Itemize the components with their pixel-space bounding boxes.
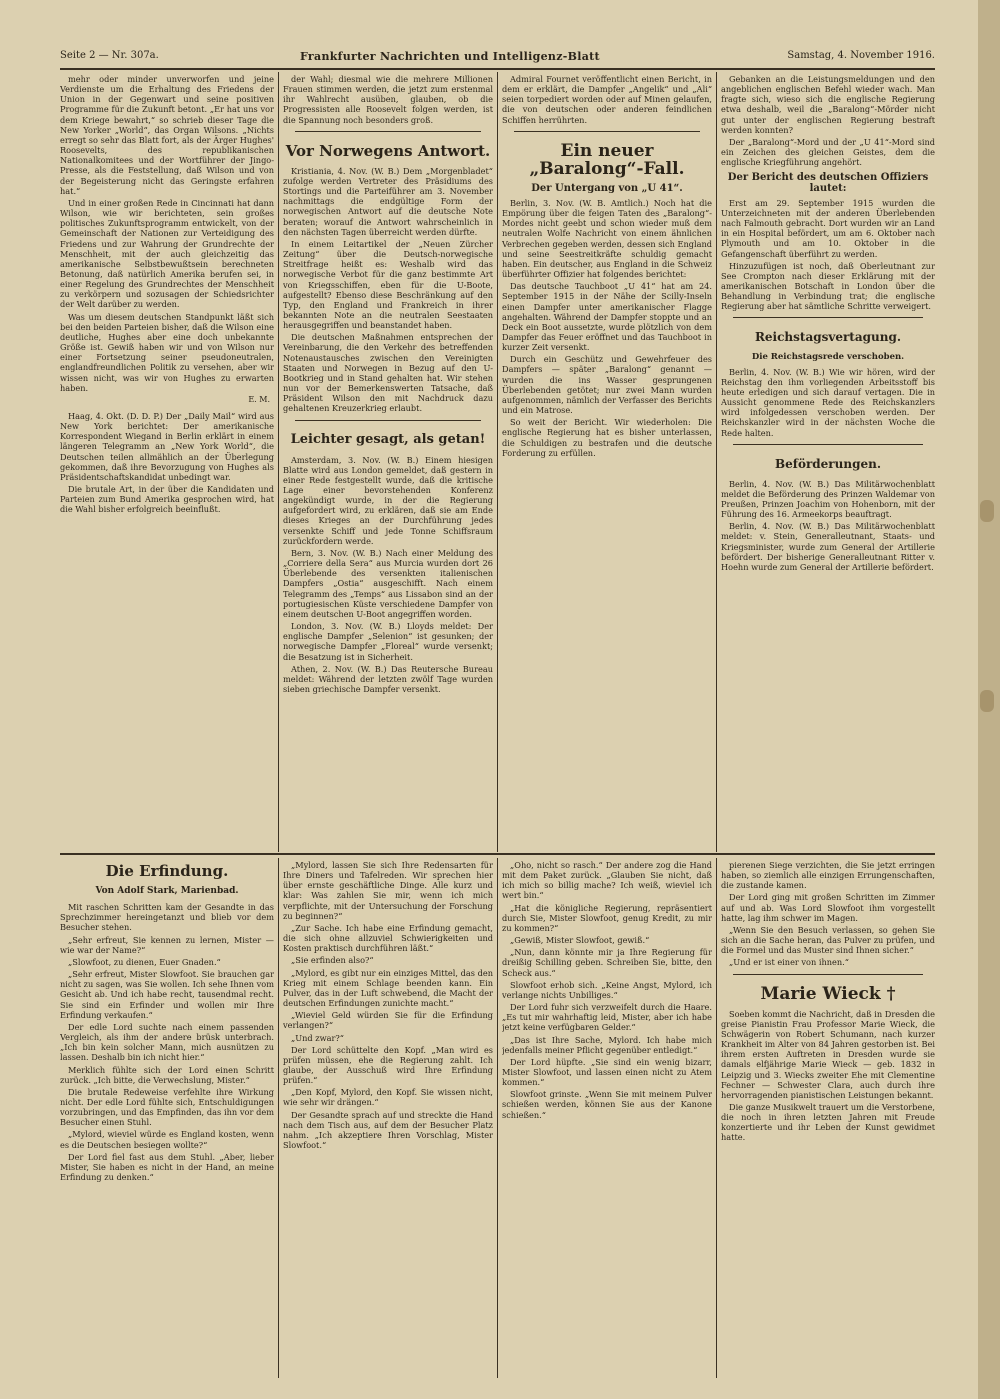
column-rule-5 — [497, 858, 498, 1378]
paragraph: Der Lord ging mit großen Schritten im Zimmer auf und ab. Was Lord Slowfoot ihm vorgestellt hatte, lag ihm schwer im Magen. — [721, 892, 935, 923]
paragraph: Die brutale Art, in der über die Kandidaten und Parteien zum Bund Amerika gesprochen wird, hat die Wahl bisher erfolgreich beeinflußt. — [60, 484, 274, 515]
paragraph: Slowfoot grinste. „Wenn Sie mit meinem Pulver schießen werden, können Sie aus der Kanone schießen.“ — [502, 1089, 712, 1120]
article-separator — [295, 420, 481, 421]
column-rule-1 — [278, 72, 279, 852]
paragraph: Die deutschen Maßnahmen entsprechen der Vereinbarung, die den Verkehr des betreffenden Notenaustausches zwischen den Vereinigten Staaten und Norwegen in Bezug auf den U-Bootkrieg und in Stand gehalten hat. Wir stehen nun vor der Bemerkenswerten Tatsache, daß Präsident Wilson den mit Nachdruck dazu gehaltenen Kreuzerkrieg erlaubt. — [283, 332, 493, 414]
paragraph: Erst am 29. September 1915 wurden die Unterzeichneten mit der anderen Überlebenden nach Falmouth gebracht. Dort wurden wir an Land in ein Hospital befördert, um am 6. Oktober nach Plymouth und am 10. Oktober in die Gefangenschaft überführt zu werden. — [721, 197, 935, 259]
paragraph: „Den Kopf, Mylord, den Kopf. Sie wissen nicht, wie sehr wir drängen.“ — [283, 1087, 493, 1108]
article-title-reichstag: Reichstagsvertagung. — [754, 330, 902, 345]
paragraph: Der Gesandte sprach auf und streckte die Hand nach dem Tisch aus, auf dem der Besucher Platz nahm. „Ich akzeptiere Ihren Vorschlag, Mister Slowfoot.“ — [283, 1109, 493, 1151]
paragraph: Durch ein Geschütz und Gewehrfeuer des Dampfers — später „Baralong“ genannt — wurden die ins Wasser gesprungenen Überlebenden getötet; nur zwei Mann wurden aufgenommen, nämlich der Verfasser des Berichts und ein Matrose. — [502, 354, 712, 416]
paragraph: mehr oder minder unverworfen und jeine Verdienste um die Erhaltung des Friedens der Union in der Gegenwart und seine positiven Programme für die Zukunft betont. „Er hat uns vor dem Kriege bewahrt,“ so schrieb dieser Tage die New Yorker „World“, das Organ Wilsons. „Nichts erregt so sehr das Blatt fort, als der Ärger Hughes' Roosevelts, des republikanischen Nationalkomitees und der Wortführer der Jingo-Presse, als die Feststellung, daß Wilson und von der Begeisterung nicht das Geringste erfahren hat.“ — [60, 74, 274, 196]
article-separator — [514, 131, 700, 132]
paragraph: Berlin, 4. Nov. (W. B.) Das Militärwochenblatt meldet die Beförderung des Prinzen Waldemar von Preußen, Prinzen Joachim von Hohenborn, mit der Führung des 16. Armeekorps beauftragt. — [721, 478, 935, 520]
paragraph: Haag, 4. Okt. (D. D. P.) Der „Daily Mail“ wird aus New York berichtet: Der amerikanische Korrespondent Wiegand in Berlin erklärt in einem längeren Telegramm an „New York World“, die Deutschen teilen allmählich an der Überlegung gekommen, daß ihre Bevorzugung von Hughes als Präsidentschaftskandidat unbedingt war. — [60, 411, 274, 482]
feuilleton-column-2 — [283, 860, 493, 1376]
paragraph: Die brutale Redeweise verfehlte ihre Wirkung nicht. Der edle Lord fühlte sich, Entschuldigungen vorzubringen, und das Empfinden, das ihn vor dem Besucher einen Stuhl. — [60, 1086, 274, 1128]
paragraph: Soeben kommt die Nachricht, daß in Dresden die greise Pianistin Frau Professor Marie Wieck, die Schwägerin von Robert Schumann, nach kurzer Krankheit im Alter von 84 Jahren gestorben ist. Bei ihrem ersten Auftreten in Dresden wurde sie damals elfjährige Marie Wieck — geb. 1832 in Leipzig und 3. Wiecks zweiter Ehe mit Clementine Fechner — Schwester Clara, auch durch ihre hervorragenden pianistischen Leistungen bekannt. — [721, 1008, 935, 1100]
paragraph: Der Lord fuhr sich verzweifelt durch die Haare. „Es tut mir wahrhaftig leid, Mister, aber ich habe jetzt keine verfügbaren Gelder.“ — [502, 1002, 712, 1033]
paragraph: Gebanken an die Leistungsmeldungen und den angeblichen englischen Befehl wieder wach. Man fragte sich, wieso sich die englische Regierung etwa deshalb, weil die „Baralong“-Mörder nicht gut unter der englischen Regierung bestraft werden konnten? — [721, 74, 935, 135]
paragraph: der Wahl; diesmal wie die mehrere Millionen Frauen stimmen werden, die jetzt zum erstenmal ihr Wahlrecht ausüben, glauben, ob die Progressisten alle Roosevelt folgen werden, ist die Spannung noch besonders groß. — [283, 74, 493, 125]
article-separator — [733, 974, 923, 975]
column-rule-4 — [278, 858, 279, 1378]
paragraph: „Und zwar?“ — [291, 1032, 344, 1043]
paragraph: Kristiania, 4. Nov. (W. B.) Dem „Morgenbladet“ zufolge werden Vertreter des Präsidiums des Stortings und die Parteiführer am 3. November nachmittags die endgültige Form der norwegischen Antwort auf die deutsche Note beraten; worauf die Antwort wahrscheinlich in den nächsten Tagen überreicht werden dürfte. — [283, 165, 493, 237]
column-3 — [502, 74, 712, 850]
paragraph: „Hat die königliche Regierung, repräsentiert durch Sie, Mister Slowfoot, genug Kredit, zu mir zu kommen?“ — [502, 902, 712, 933]
feuilleton-column-1 — [60, 860, 274, 1376]
obituary-title: Marie Wieck † — [760, 983, 896, 1004]
column-rule-3 — [716, 72, 717, 852]
page-header — [60, 48, 935, 68]
paragraph: „Das ist Ihre Sache, Mylord. Ich habe mich jedenfalls meiner Pflicht gegenüber entledigt.“ — [502, 1034, 712, 1055]
column-1 — [60, 74, 274, 850]
issue-date: Samstag, 4. November 1916. — [787, 50, 935, 61]
feuilleton-column-4 — [721, 860, 935, 1376]
column-rule-2 — [497, 72, 498, 852]
paragraph: „Nun, dann könnte mir ja Ihre Regierung für dreißig Schilling geben. Schreiben Sie, bitte, den Scheck aus.“ — [502, 947, 712, 978]
paragraph: Mit raschen Schritten kam der Gesandte in das Sprechzimmer hereingetanzt und blieb vor dem Besucher stehen. — [60, 902, 274, 933]
story-byline: Von Adolf Stark, Marienbad. — [95, 886, 239, 896]
paragraph: In einem Leitartikel der „Neuen Zürcher Zeitung“ über die Deutsch-norwegische Streitfrage heißt es: Weshalb wird das norwegische Verbot für die ganz bestimmte Art von Kriegsschiffen, eben für die U-Boote, aufgestellt? Ebenso diese Beschränkung auf den Typ, den England und Frankreich in ihrer bekannten Note an die neutralen Seestaaten herausgegriffen und beanstandet haben. — [283, 238, 493, 331]
story-title: Die Erfindung. — [105, 862, 229, 880]
paragraph: „Sehr erfreut, Sie kennen zu lernen, Mister — wie war der Name?“ — [60, 934, 274, 955]
paragraph: Amsterdam, 3. Nov. (W. B.) Einem hiesigen Blatte wird aus London gemeldet, daß gestern in einer Rede festgestellt wurde, daß die kritische Lage einer bevorstehenden Konferenz angekündigt wurde, in der die Regierung aufgefordert wird, zu erklären, daß sie am Ende dieses Krieges an der Durchführung jedes versenkte Schiff und jede Tonne Schiffsraum zurückfordern werde. — [283, 454, 493, 546]
paragraph: Was um diesem deutschen Standpunkt läßt sich bei den beiden Parteien bisher, daß die Wilson eine deutliche, Hughes aber eine doch unbekannte Größe ist. Gewiß haben wir und von Wilson nur einer Fortsetzung seiner pseudoneutralen, englandfreundlichen Politik zu versehen, aber wir wissen nicht, was wir von Hughes zu erwarten haben. — [60, 311, 274, 393]
section-heading: Der Bericht des deutschen Offiziers lautet: — [727, 172, 929, 194]
paragraph: „Sie erfinden also?“ — [291, 955, 374, 966]
paragraph: „Zur Sache. Ich habe eine Erfindung gemacht, die sich ohne allzuviel Schwierigkeiten und Kosten praktisch durchführen läßt.“ — [283, 922, 493, 954]
paragraph: „Mylord, wieviel würde es England kosten, wenn es die Deutschen besiegen wollte?“ — [60, 1129, 274, 1150]
masthead: Frankfurter Nachrichten und Intelligenz-Blatt — [300, 50, 600, 63]
paragraph: Berlin, 3. Nov. (W. B. Amtlich.) Noch hat die Empörung über die feigen Taten des „Baralong“-Mordes nicht geebt und schon wieder muß dem neutralen Wolfe Nachricht von einem ähnlichen Verbrechen gegeben werden, dessen sich England und seine Seestreitkräfte schuldig gemacht haben. Ein deutscher, aus England in die Schweiz überführter Offizier hat folgendes berichtet: — [502, 197, 712, 280]
page-number: Seite 2 — Nr. 307a. — [60, 50, 159, 61]
column-2 — [283, 74, 493, 850]
column-rule-6 — [716, 858, 717, 1378]
paragraph: Der Lord schüttelte den Kopf. „Man wird es prüfen müssen, ehe die Regierung zahlt. Ich glaube, der Ausschuß wird Ihre Erfindung prüfen.“ — [283, 1044, 493, 1086]
paragraph: Die ganze Musikwelt trauert um die Verstorbene, die noch in ihren letzten Jahren mit Freude konzertierte und ihr Leben der Kunst gewidmet hatte. — [721, 1101, 935, 1143]
paragraph: „Gewiß, Mister Slowfoot, gewiß.“ — [510, 935, 650, 946]
paragraph: „Sehr erfreut, Mister Slowfoot. Sie brauchen gar nicht zu sagen, was Sie wollen. Ich sehe Ihnen vom Gesicht ab. Und ich habe recht, tausendmal recht. Sie sind ein Erfinder und wollen mir Ihre Erfindung verkaufen.“ — [60, 969, 274, 1020]
paragraph: „Oho, nicht so rasch.“ Der andere zog die Hand mit dem Paket zurück. „Glauben Sie nicht, daß ich mich so billig mache? Ich weiß, wieviel ich wert bin.“ — [502, 860, 712, 901]
paragraph: Slowfoot erhob sich. „Keine Angst, Mylord, ich verlange nichts Unbilliges.“ — [502, 979, 712, 1000]
article-subtitle: Der Untergang von „U 41“. — [531, 182, 683, 194]
paragraph: Athen, 2. Nov. (W. B.) Das Reutersche Bureau meldet: Während der letzten zwölf Tage wurden sieben griechische Dampfer versenkt. — [283, 663, 493, 694]
paragraph: Berlin, 4. Nov. (W. B.) Das Militärwochenblatt meldet: v. Stein, Generalleutnant, Staats- und Kriegsminister, wurde zum General der Artillerie befördert. Der bisherige Generalleutnant Ritter v. Hoehn wurde zum General der Artillerie befördert. — [721, 521, 935, 572]
feuilleton-column-3 — [502, 860, 712, 1376]
paragraph: Der „Baralong“-Mord und der „U 41“-Mord sind ein Zeichen des gleichen Geistes, dem die englische Kriegführung angehört. — [721, 136, 935, 168]
paragraph: Admiral Fournet veröffentlicht einen Bericht, in dem er erklärt, die Dampfer „Angelik“ und „Ali“ seien torpediert worden oder auf Minen gelaufen, die von deutschen oder anderen feindlichen Schiffen herrührten. — [502, 74, 712, 125]
paragraph: „Mylord, lassen Sie sich Ihre Redensarten für Ihre Diners und Tafelreden. Wir sprechen hier über ernste geschäftliche Dinge. Alle kurz und klar: Was zahlen Sie mir, wenn ich mich verpflichte, mit der Untersuchung der Forschung zu beginnen?“ — [283, 860, 493, 921]
paragraph: So weit der Bericht. Wir wiederholen: Die englische Regierung hat es bisher unterlassen, die Schuldigen zu bestrafen und die deutsche Forderung zu erfüllen. — [502, 417, 712, 458]
paragraph: „Wieviel Geld würden Sie für die Erfindung verlangen?“ — [283, 1010, 493, 1031]
article-subtitle: Die Reichstagsrede verschoben. — [751, 352, 905, 363]
paragraph: Der Lord hüpfte. „Sie sind ein wenig bizarr, Mister Slowfoot, und lassen einen nicht zu Atem kommen.“ — [502, 1056, 712, 1088]
article-title-leichter-gesagt: Leichter gesagt, als getan! — [290, 431, 486, 447]
paragraph: Und in einer großen Rede in Cincinnati hat dann Wilson, wie wir berichteten, sein großes politisches Zukunftsprogramm entwickelt, von der Gemeinschaft der Nationen zur Verteidigung des Friedens und zur Wahrung der Grundrechte der Menschheit, mit der auch gleichzeitig das amerikanische Selbstbewußtsein berechneten Betonung, daß natürlich Amerika berufen sei, in einer Regelung des Grundrechtes der Menschheit zu verkörpern und sozusagen der Schiedsrichter der Welt darüber zu werden. — [60, 197, 274, 310]
paragraph: Merklich fühlte sich der Lord einen Schritt zurück. „Ich bitte, die Verwechslung, Mister.“ — [60, 1064, 274, 1085]
paper-tear-mark — [980, 500, 994, 522]
paragraph: „Und er ist einer von ihnen.“ — [729, 957, 849, 968]
paragraph: Das deutsche Tauchboot „U 41“ hat am 24. September 1915 in der Nähe der Scilly-Inseln einen Dampfer unter amerikanischer Flagge angehalten. Während der Dampfer stoppte und an Deck ein Boot aussetzte, wurde plötzlich von dem Dampfer das Feuer eröffnet und das Tauchboot in kurzer Zeit versenkt. — [502, 281, 712, 353]
column-4 — [721, 74, 935, 850]
article-separator — [733, 444, 923, 445]
paragraph: London, 3. Nov. (W. B.) Lloyds meldet: Der englische Dampfer „Selenion“ ist gesunken; der norwegische Dampfer „Floreal“ wurde versenkt; die Besatzung ist in Sicherheit. — [283, 621, 493, 662]
paragraph: „Slowfoot, zu dienen, Euer Gnaden.“ — [68, 956, 221, 967]
paragraph: Der edle Lord suchte nach einem passenden Vergleich, als ihm der andere brüsk unterbrach. „Ich bin kein solcher Mann, mich ausnützen zu lassen. Deshalb bin ich nicht hier.“ — [60, 1021, 274, 1063]
author-signature: E. M. — [248, 394, 270, 404]
paragraph: Hinzuzufügen ist noch, daß Oberleutnant zur See Crompton nach dieser Erklärung mit der amerikanischen Botschaft in London über die Behandlung in Verbindung trat; die englische Regierung aber hat sämtliche Schritte verweigert. — [721, 260, 935, 312]
article-title-befoerderungen: Beförderungen. — [775, 456, 881, 471]
paragraph: Der Lord fiel fast aus dem Stuhl. „Aber, lieber Mister, Sie haben es nicht in der Hand, an meine Erfindung zu denken.“ — [60, 1151, 274, 1183]
article-separator — [295, 131, 481, 132]
article-title-baralong: Ein neuer „Baralong“-Fall. — [529, 140, 685, 179]
article-title-norwegen: Vor Norwegens Antwort. — [285, 141, 491, 160]
paragraph: pierenen Siege verzichten, die Sie jetzt erringen haben, so ziemlich alle einzigen Errungenschaften, die zustande kamen. — [721, 860, 935, 891]
paragraph: „Mylord, es gibt nur ein einziges Mittel, das den Krieg mit einem Schlage beenden kann. Ein Pulver, das in der Luft schwebend, die Macht der deutschen Erfindungen zunichte macht.“ — [283, 967, 493, 1009]
paragraph: Berlin, 4. Nov. (W. B.) Wie wir hören, wird der Reichstag den ihm vorliegenden Arbeitsstoff bis heute erledigen und sich darauf vertagen. Die in Aussicht genommene Rede des Reichskanzlers wird infolgedessen verschoben werden. Der Reichskanzler wird in der nächsten Woche die Rede halten. — [721, 366, 935, 438]
header-rule — [60, 68, 935, 70]
paragraph: „Wenn Sie den Besuch verlassen, so gehen Sie sich an die Sache heran, das Pulver zu prüfen, und die Formel und das Muster sind Ihnen sicher.“ — [721, 924, 935, 956]
paragraph: Bern, 3. Nov. (W. B.) Nach einer Meldung des „Corriere della Sera“ aus Murcia wurden dort 26 Überlebende des versenkten italienischen Dampfers „Ostia“ ausgeschifft. Nach einem Telegramm des „Temps“ aus Lissabon sind an der portugiesischen Küste verschiedene Dampfer von einem deutschen U-Boot angegriffen worden. — [283, 547, 493, 619]
article-separator — [733, 317, 923, 318]
feuilleton-rule — [60, 853, 935, 855]
paper-tear-mark — [980, 690, 994, 712]
